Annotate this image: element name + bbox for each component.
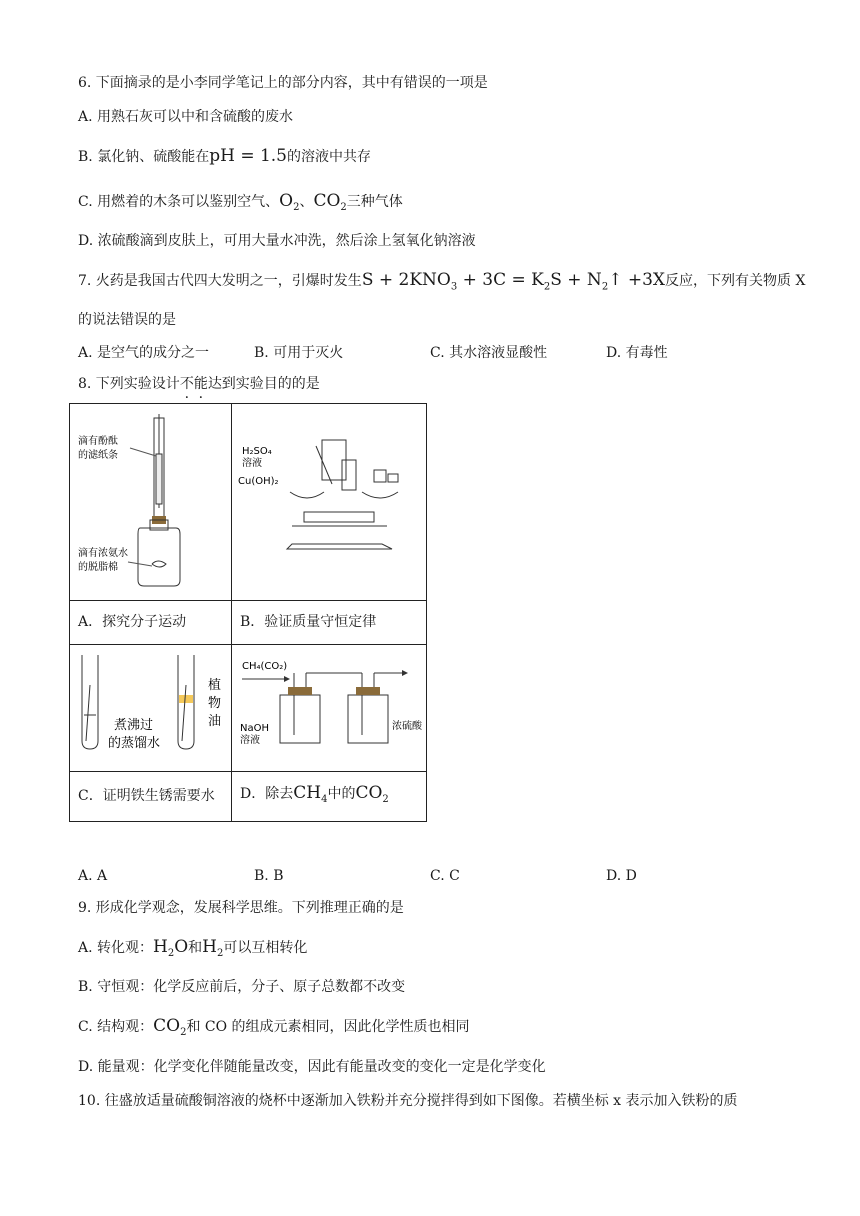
- q9-option-d: D. 能量观：化学变化伴随能量改变，因此有能量改变的变化一定是化学变化: [78, 1059, 546, 1075]
- label-boiled: 煮沸过: [114, 718, 154, 733]
- label-filter-paper: 的滤纸条: [78, 450, 118, 461]
- q8-option-a: A. A: [78, 868, 108, 884]
- test-tubes-icon: [70, 645, 231, 767]
- label-solution: 溶液: [242, 458, 262, 469]
- caption-c: C．证明铁生锈需要水: [70, 772, 232, 822]
- q7-stem: 7. 火药是我国古代四大发明之一，引爆时发生$S + 2KNO_3 + 3C = K_2S$ + $N_2↑ +3X$反应，下列有关物质 X: [78, 270, 806, 293]
- molecule-motion-apparatus-icon: [70, 404, 231, 596]
- label-ch4-co2: CH₄(CO₂): [242, 661, 288, 672]
- experiment-b-figure: [232, 404, 427, 601]
- q6-option-a: A. 用熟石灰可以中和含硫酸的废水: [78, 109, 294, 125]
- label-cotton: 的脱脂棉: [78, 562, 118, 573]
- experiment-table: [69, 403, 427, 822]
- q8-option-b: B. B: [254, 868, 284, 884]
- q9-option-b: B. 守恒观：化学反应前后，分子、原子总数都不改变: [78, 979, 406, 995]
- caption-a: A．探究分子运动: [70, 601, 232, 645]
- gas-washing-bottles-icon: [232, 645, 426, 767]
- label-oil-1: 植: [208, 678, 222, 693]
- q7-option-c: C. 其水溶液显酸性: [430, 345, 548, 361]
- q8-option-c: C. C: [430, 868, 460, 884]
- q7-stem-line2: 的说法错误的是: [78, 312, 176, 328]
- label-cuoh2: Cu(OH)₂: [238, 476, 279, 487]
- q10-stem: 10. 往盛放适量硫酸铜溶液的烧杯中逐渐加入铁粉并充分搅拌得到如下图像。若横坐标 x 表示加入铁粉的质: [78, 1093, 738, 1109]
- label-h2so4: H₂SO₄: [242, 446, 272, 457]
- q6-stem: 6. 下面摘录的是小李同学笔记上的部分内容，其中有错误的一项是: [78, 75, 488, 91]
- q7-option-a: A. 是空气的成分之一: [78, 345, 210, 361]
- q7-option-b: B. 可用于灭火: [254, 345, 344, 361]
- q6-option-c: C. 用燃着的木条可以鉴别空气、$O_2$、$CO_2$三种气体: [78, 191, 403, 213]
- q6-option-b: B. 氯化钠、硫酸能在pH = 1.5的溶液中共存: [78, 146, 371, 166]
- label-distilled-water: 的蒸馏水: [108, 736, 161, 751]
- balance-scale-icon: [232, 404, 426, 596]
- label-oil-2: 物: [208, 696, 222, 711]
- q9-option-a: A. 转化观：$H_2O$和$H_2$可以互相转化: [78, 937, 308, 959]
- label-naoh: NaOH: [240, 723, 269, 734]
- q9-stem: 9. 形成化学观念，发展科学思维。下列推理正确的是: [78, 900, 404, 916]
- ph-formula: pH = 1.5: [209, 146, 287, 166]
- label-solution-2: 溶液: [240, 735, 260, 746]
- experiment-c-figure: [70, 645, 232, 772]
- q6-option-d: D. 浓硫酸滴到皮肤上，可用大量水冲洗，然后涂上氢氧化钠溶液: [78, 233, 476, 249]
- q8-stem: 8. 下列实验设计不能达到实验目的的是: [78, 376, 320, 392]
- label-phenolphthalein: 滴有酚酞: [78, 436, 118, 447]
- label-ammonia: 滴有浓氨水: [78, 548, 128, 559]
- caption-b: B．验证质量守恒定律: [232, 601, 427, 645]
- reaction-equation: $S + 2KNO_3 + 3C = K_2S$ + $N_2↑ +3X$: [361, 270, 665, 293]
- experiment-d-figure: [232, 645, 427, 772]
- q7-option-d: D. 有毒性: [606, 345, 668, 361]
- q8-option-d: D. D: [606, 868, 637, 884]
- q9-option-c: C. 结构观：$CO_2$和 CO 的组成元素相同，因此化学性质也相同: [78, 1016, 470, 1038]
- label-conc-sulfuric: 浓硫酸: [392, 721, 422, 732]
- experiment-a-figure: [70, 404, 232, 601]
- label-oil-3: 油: [208, 714, 222, 729]
- caption-d: D．除去$CH_4$中的$CO_2$: [232, 772, 427, 822]
